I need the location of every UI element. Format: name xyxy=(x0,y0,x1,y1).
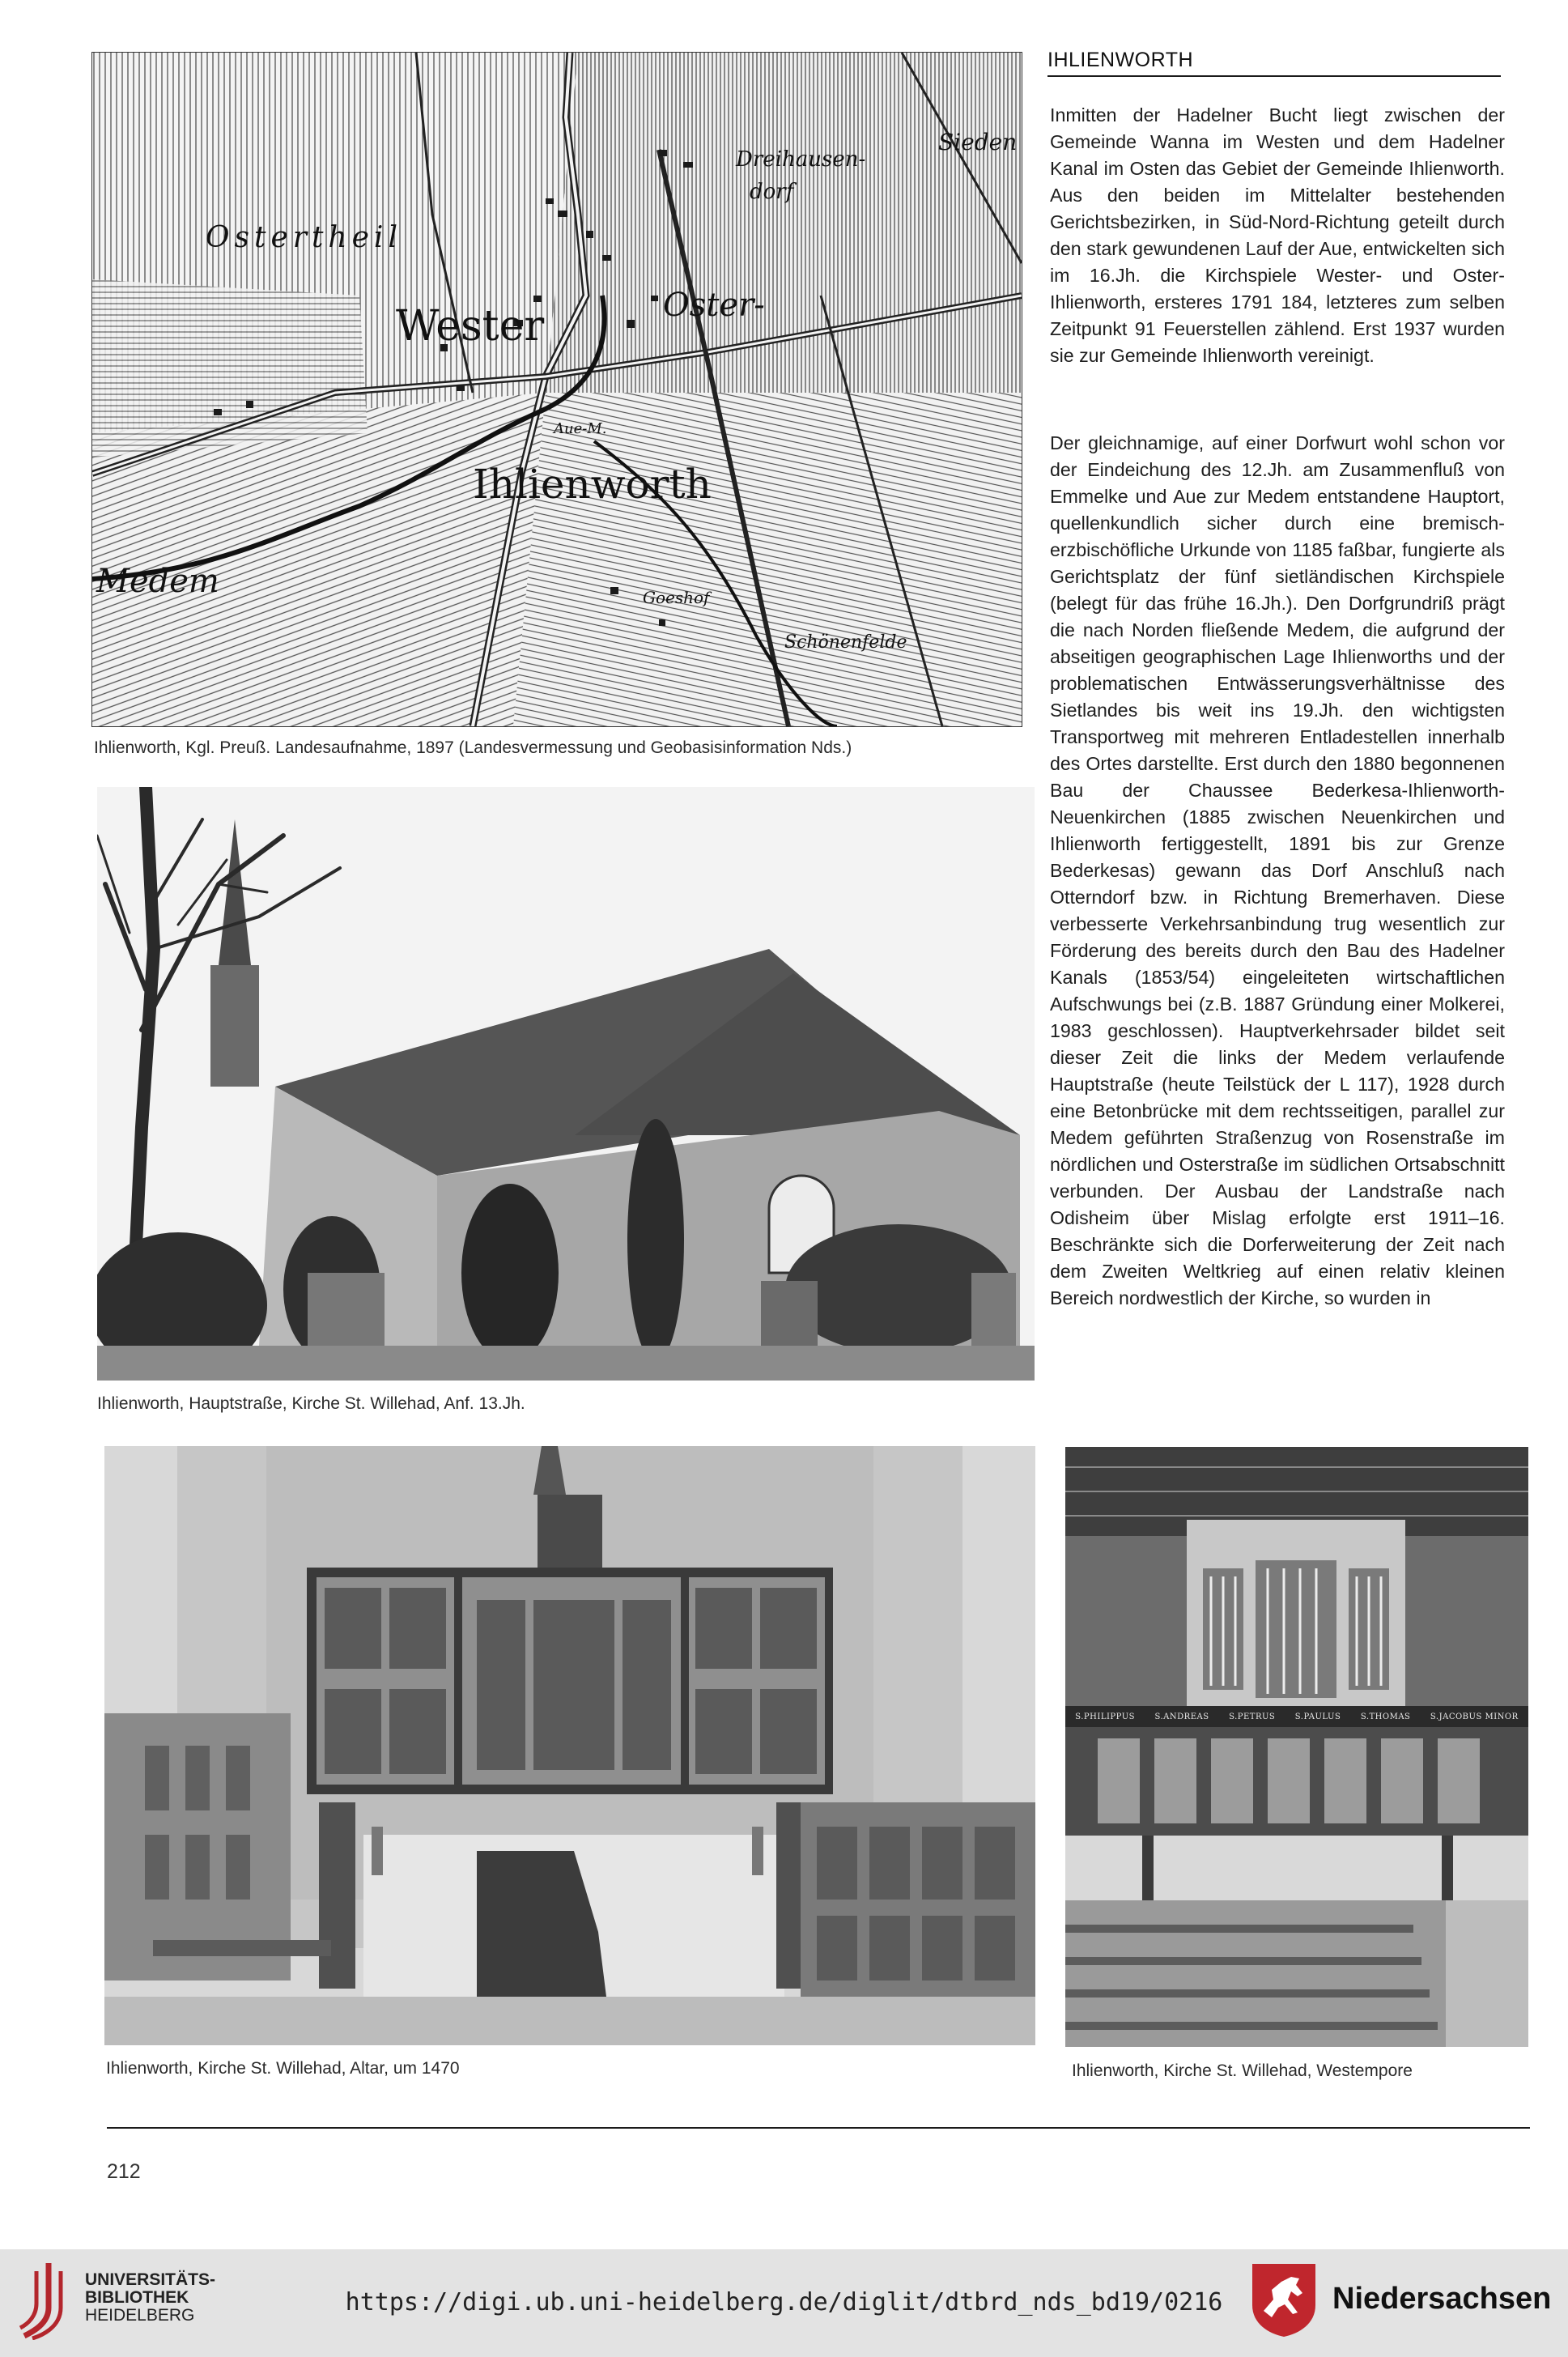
map-label-medem: Medem xyxy=(96,563,219,600)
map-label-sieden: Sieden xyxy=(938,129,1018,155)
gallery-inscription-2: S.ANDREAS xyxy=(1154,1712,1209,1721)
historic-map-image xyxy=(91,52,1022,727)
page-number: 212 xyxy=(107,2160,141,2183)
gallery-inscription-5: S.THOMAS xyxy=(1360,1712,1411,1721)
library-line-3: HEIDELBERG xyxy=(85,2306,195,2325)
body-paragraph-1: Inmitten der Hadelner Bucht liegt zwischen der Gemeinde Wanna im Westen und dem Hadelner Kanal im Osten das Gebiet der Gemeinde Ihlienworth. Aus den beiden im Mittelalter bestehenden Gerichtsbezirken, in Süd-Nord-Richtung geteilt durch den stark gewundenen Lauf der Aue, entwickelten sich im 16.Jh. die Kirchspiele Wester- und Oster-Ihlienworth, ersteres 1791 184, letzteres zum selben Zeitpunkt 91 Feuerstellen zählend. Erst 1937 wurden sie zur Gemeinde Ihlienworth vereinigt. xyxy=(1050,104,1505,366)
map-label-goeshof: Goeshof xyxy=(643,588,710,607)
lower-saxony-horse-logo-icon xyxy=(1249,2261,1319,2338)
church-exterior-caption: Ihlienworth, Hauptstraße, Kirche St. Willehad, Anf. 13.Jh. xyxy=(97,1394,525,1413)
state-name: Niedersachsen xyxy=(1332,2282,1552,2316)
gallery-inscription-1: S.PHILIPPUS xyxy=(1075,1712,1135,1721)
map-label-schoenenfelde: Schönenfelde xyxy=(784,632,907,653)
gallery-inscription-3: S.PETRUS xyxy=(1229,1712,1276,1721)
section-heading-rule xyxy=(1047,75,1501,77)
body-paragraph-2: Der gleichnamige, auf einer Dorfwurt wohl schon vor der Eindeichung des 12.Jh. am Zusammenfluß von Emmelke und Aue zur Medem entstandene Hauptort, quellenkundlich sicher durch eine bremisch-erzbischöfliche Urkunde von 1185 faßbar, fungierte als Gerichtsplatz der fünf sietländischen Kirchspiele (belegt für das frühe 16.Jh.). Den Dorfgrundriß prägt die nach Norden fließende Medem, die aufgrund der abseitigen geographischen Lage Ihlienworths und der problematischen Entwässerungsverhältnisse des Sietlandes bis weit ins 19.Jh. den wichtigsten Transportweg mit mehreren Entladestellen innerhalb des Ortes darstellte. Erst durch den 1880 begonnenen Bau der Chaussee Bederkesa-Ihlienworth-Neuenkirchen (1885 zwischen Neuenkirchen und Ihlienworth fertiggestellt, 1891 bis zur Grenze Bederkesas) gewann das Dorf Anschluß nach Otterndorf bzw. in Richtung Bremerhaven. Diese verbesserte Verkehrsanbindung trug wesentlich zur Förderung des bereits durch den Bau des Hadelner Kanals (1853/54) eingeleiteten wirtschaftlichen Aufschwungs bei (z.B. 1887 Gründung einer Molkerei, 1983 geschlossen). Hauptverkehrsader bildet seit dieser Zeit die links der Medem verlaufende Hauptstraße (heute Teilstück der L 117), 1928 durch eine Betonbrücke mit dem rechtsseitigen, parallel zur Medem geführten Straßenzug von Rosenstraße im nördlichen und Osterstraße im südlichen Ortsabschnitt verbunden. Der Ausbau der Landstraße nach Odisheim über Mislag erfolgte erst 1911–16. Beschränkte sich die Dorferweiterung der Zeit nach dem Zweiten Weltkrieg auf einen relativ kleinen Bereich nordwestlich der Kirche, so wurden in xyxy=(1050,432,1505,1308)
footer-rule xyxy=(107,2127,1530,2129)
map-label-dreihausen: Dreihausen- xyxy=(736,147,866,172)
gallery-inscription-4: S.PAULUS xyxy=(1294,1712,1341,1721)
section-heading: IHLIENWORTH xyxy=(1047,49,1194,71)
map-label-ihlienworth: Ihlienworth xyxy=(473,461,712,508)
map-label-ostertheil: Ostertheil xyxy=(206,221,402,254)
map-caption: Ihlienworth, Kgl. Preuß. Landesaufnahme, 1897 (Landesvermessung und Geobasisinformation Nds.) xyxy=(94,738,852,757)
library-line-1: UNIVERSITÄTS- xyxy=(85,2270,216,2289)
west-gallery-caption: Ihlienworth, Kirche St. Willehad, Westempore xyxy=(1072,2061,1413,2080)
gallery-inscription-band xyxy=(1065,1707,1528,1726)
map-label-dorf: dorf xyxy=(750,180,794,204)
permalink-url[interactable]: https://digi.ub.uni-heidelberg.de/diglit/dtbrd_nds_bd19/0216 xyxy=(345,2288,1223,2317)
gallery-inscription-6: S.JACOBUS MINOR xyxy=(1430,1712,1519,1721)
church-exterior-photo xyxy=(97,787,1035,1381)
library-line-2: BIBLIOTHEK xyxy=(85,2288,189,2307)
west-gallery-photo xyxy=(1065,1447,1528,2047)
map-label-wester: Wester xyxy=(396,302,545,351)
altar-caption: Ihlienworth, Kirche St. Willehad, Altar, um 1470 xyxy=(106,2059,460,2078)
map-label-oster: Oster- xyxy=(663,287,765,324)
altar-photo xyxy=(104,1446,1035,2045)
map-label-aue: Aue-M. xyxy=(554,420,607,437)
